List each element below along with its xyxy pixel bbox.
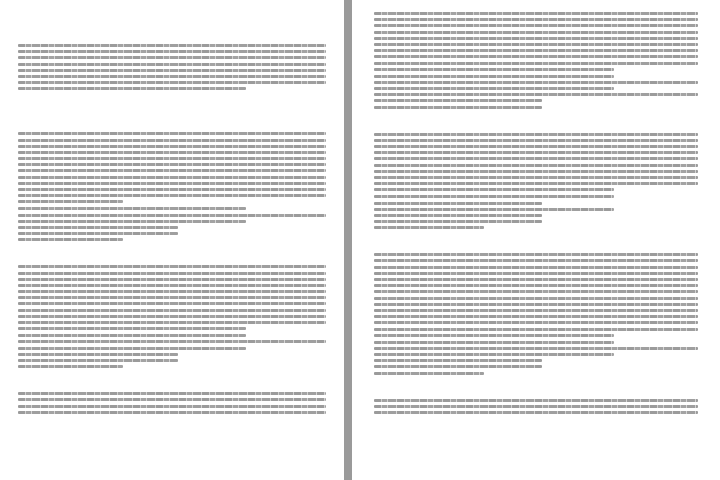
section-heading	[374, 119, 698, 127]
section-list	[374, 341, 698, 375]
intro-paragraph	[18, 44, 326, 90]
section-list	[374, 195, 698, 229]
section-paragraph	[18, 392, 326, 414]
section-heading	[18, 378, 326, 386]
section-paragraph	[374, 133, 698, 192]
section-heading	[374, 385, 698, 393]
document-title	[18, 14, 326, 22]
page-gap	[344, 0, 352, 480]
section-paragraph	[18, 265, 326, 330]
section-list	[18, 207, 326, 241]
document-page-right	[352, 0, 720, 480]
section-list	[18, 334, 326, 368]
section-heading	[18, 118, 326, 126]
document-page-left	[0, 0, 344, 480]
section-paragraph	[374, 253, 698, 336]
section-heading	[18, 251, 326, 259]
section-paragraph	[374, 399, 698, 414]
section-heading	[374, 239, 698, 247]
section-list	[374, 75, 698, 109]
section-paragraph	[18, 132, 326, 203]
section-heading	[18, 100, 326, 108]
continued-paragraph	[374, 12, 698, 71]
